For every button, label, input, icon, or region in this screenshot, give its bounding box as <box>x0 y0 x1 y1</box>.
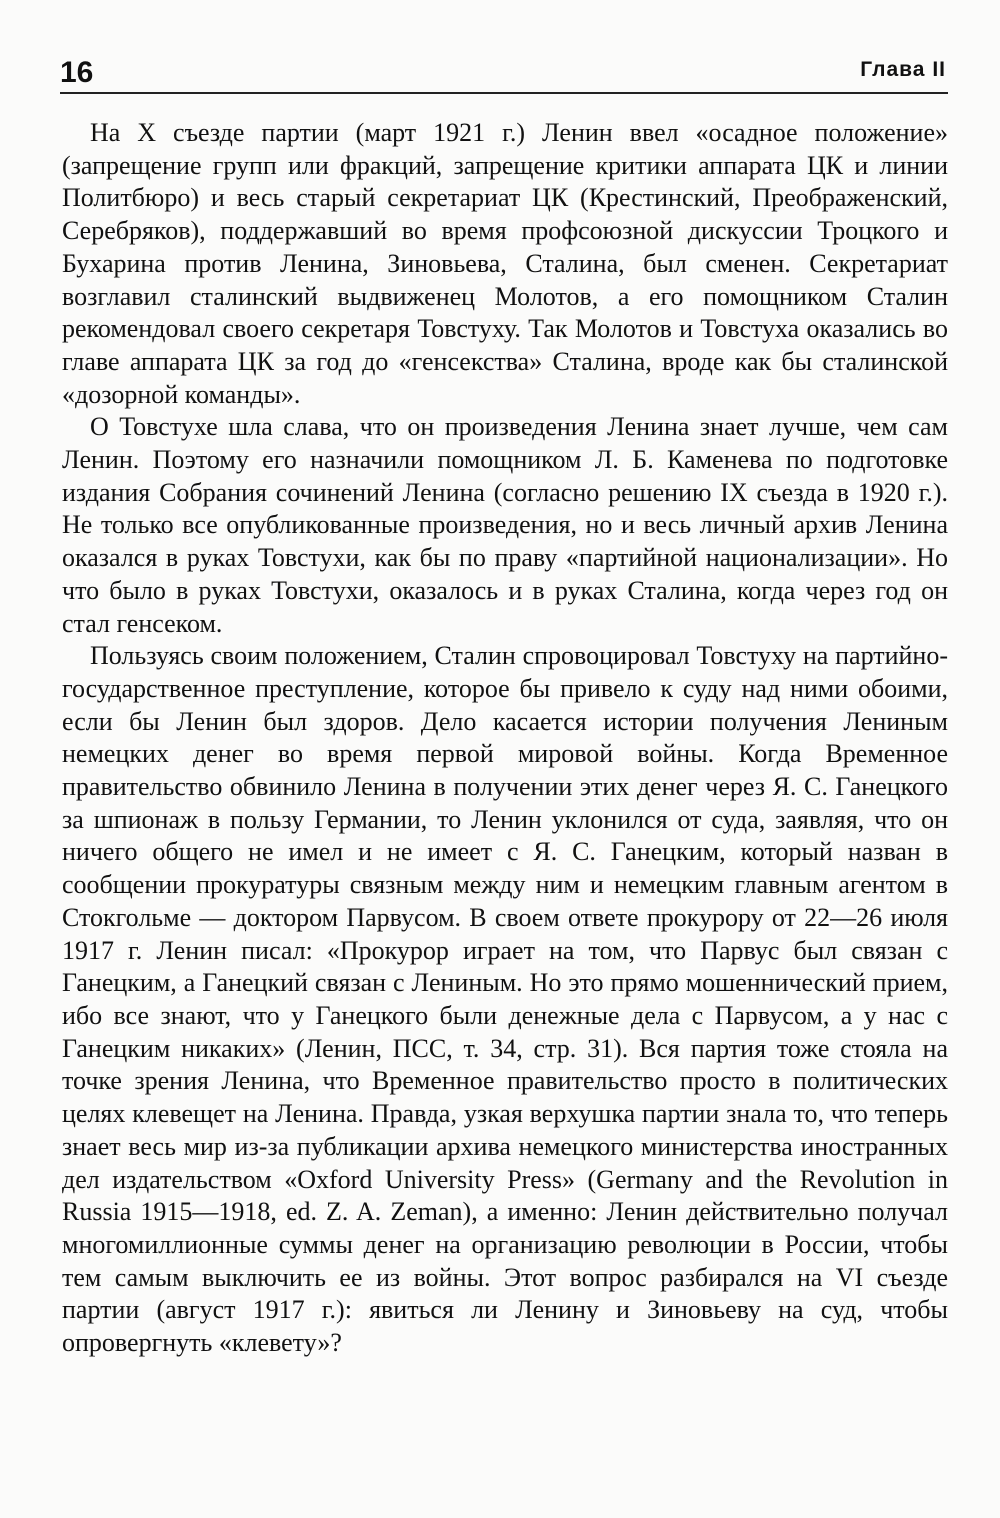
paragraph-3: Пользуясь своим положением, Сталин спровоцировал Товстуху на партийно-государственное преступление, которое бы привело к суду над ними обоими, если бы Ленин был здоров. Дело касается истории получения Лениным немецких денег во время первой мировой войны. Когда Временное правительство обвинило Ленина в получении этих денег через Я. С. Ганецкого за шпионаж в пользу Германии, то Ленин уклонился от суда, заявляя, что он ничего общего не имел и не имеет с Я. С. Ганецким, который назван в сообщении прокуратуры связным между ним и немецким главным агентом в Стокгольме — доктором Парвусом. В своем ответе прокурору от 22—26 июля 1917 г. Ленин писал: «Прокурор играет на том, что Парвус был связан с Ганецким, а Ганецкий связан с Лениным. Но это прямо мошеннический прием, ибо все знают, что у Ганецкого были денежные дела с Парвусом, а у нас с Ганецким никаких» (Ленин, ПСС, т. 34, стр. 31). Вся партия тоже стояла на точке зрения Ленина, что Временное правительство просто в политических целях клевещет на Ленина. Правда, узкая верхушка партии знала то, что теперь знает весь мир из-за публикации архива немецкого министерства иностранных дел издательством «Oxford University Press» (Germany and the Revolution in Russia 1915—1918, ed. Z. A. Zeman), а именно: Ленин действительно получал многомиллионные суммы денег на организацию революции в России, чтобы тем самым выключить ее из войны. Этот вопрос разбирался на VI съезде партии (август 1917 г.): явиться ли Ленину и Зиновьеву на суд, чтобы опровергнуть «клевету»? <box>62 641 948 1358</box>
running-header <box>60 52 948 94</box>
chapter-title: Глава II <box>860 58 946 81</box>
paragraph-1: На X съезде партии (март 1921 г.) Ленин ввел «осадное положение» (запрещение групп или фракций, запрещение критики аппарата ЦК и линии Политбюро) и весь старый секретариат ЦК (Крестинский, Преображенский, Серебряков), поддержавший во время профсоюзной дискуссии Троцкого и Бухарина против Ленина, Зиновьева, Сталина, был сменен. Секретариат возглавил сталинский выдвиженец Молотов, а его помощником Сталин рекомендовал своего секретаря Товстуху. Так Молотов и Товстуха оказались во главе аппарата ЦК за год до «генсекства» Сталина, вроде как бы сталинской «дозорной команды». <box>62 118 948 409</box>
paragraph-2: О Товстухе шла слава, что он произведения Ленина знает лучше, чем сам Ленин. Поэтому его назначили помощником Л. Б. Каменева по подготовке издания Собрания сочинений Ленина (согласно решению IX съезда в 1920 г.). Не только все опубликованные произведения, но и весь личный архив Ленина оказался в руках Товстухи, как бы по праву «партийной национализации». Но что было в руках Товстухи, оказалось и в руках Сталина, когда через год он стал генсеком. <box>62 412 948 638</box>
body-text <box>62 117 948 1360</box>
page-number: 16 <box>60 56 94 89</box>
